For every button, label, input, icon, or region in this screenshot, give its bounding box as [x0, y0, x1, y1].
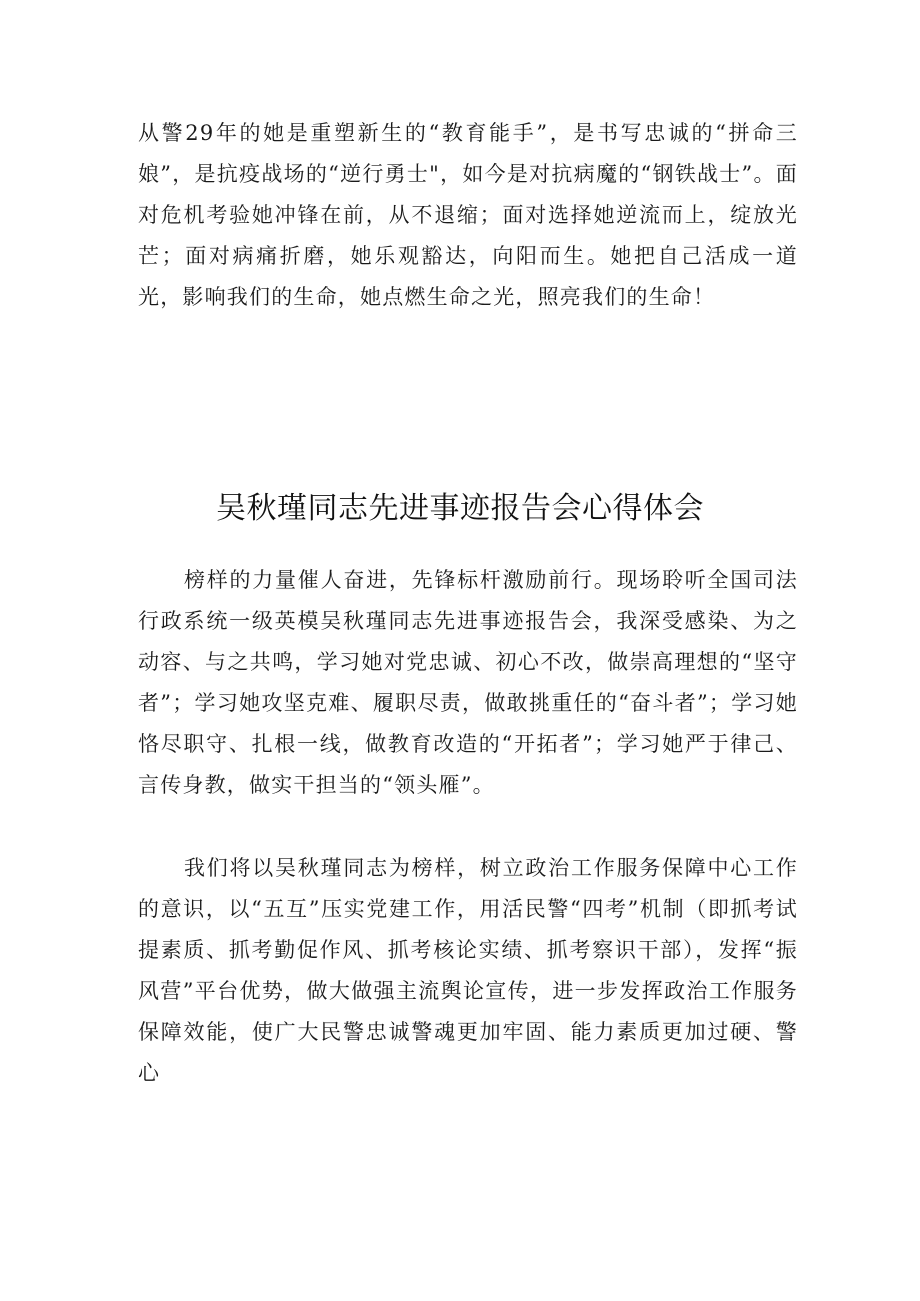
body-paragraph-3: 我们将以吴秋瑾同志为榜样，树立政治工作服务保障中心工作的意识，以“五互”压实党建工作，用活民警“四考”机制（即抓考试提素质、抓考勤促作风、抓考核论实绩、抓考察识干部），发挥“振风营”平台优势，做大做强主流舆论宣传，进一步发挥政治工作服务保障效能，使广大民警忠诚警魂更加牢固、能力素质更加过硬、警心 — [138, 856, 798, 1085]
body-paragraph-1: 从警29年的她是重塑新生的“教育能手”，是书写忠诚的“拼命三娘”，是抗疫战场的“逆行勇士"，如今是对抗病魔的“钢铁战士”。面对危机考验她冲锋在前，从不退缩；面对选择她逆流而上，绽放光芒；面对病痛折磨，她乐观豁达，向阳而生。她把自己活成一道光，影响我们的生命，她点燃生命之光，照亮我们的生命！ — [138, 121, 798, 309]
body-paragraph-2: 榜样的力量催人奋进，先锋标杆激励前行。现场聆听全国司法行政系统一级英模吴秋瑾同志先进事迹报告会，我深受感染、为之动容、与之共鸣，学习她对党忠诚、初心不改，做崇高理想的“坚守者”；学习她攻坚克难、履职尽责，做敢挑重任的“奋斗者”；学习她恪尽职守、扎根一线，做教育改造的“开拓者”；学习她严于律己、言传身教，做实干担当的“领头雁”。 — [138, 568, 798, 797]
section-title: 吴秋瑾同志先进事迹报告会心得体会 — [216, 491, 704, 527]
